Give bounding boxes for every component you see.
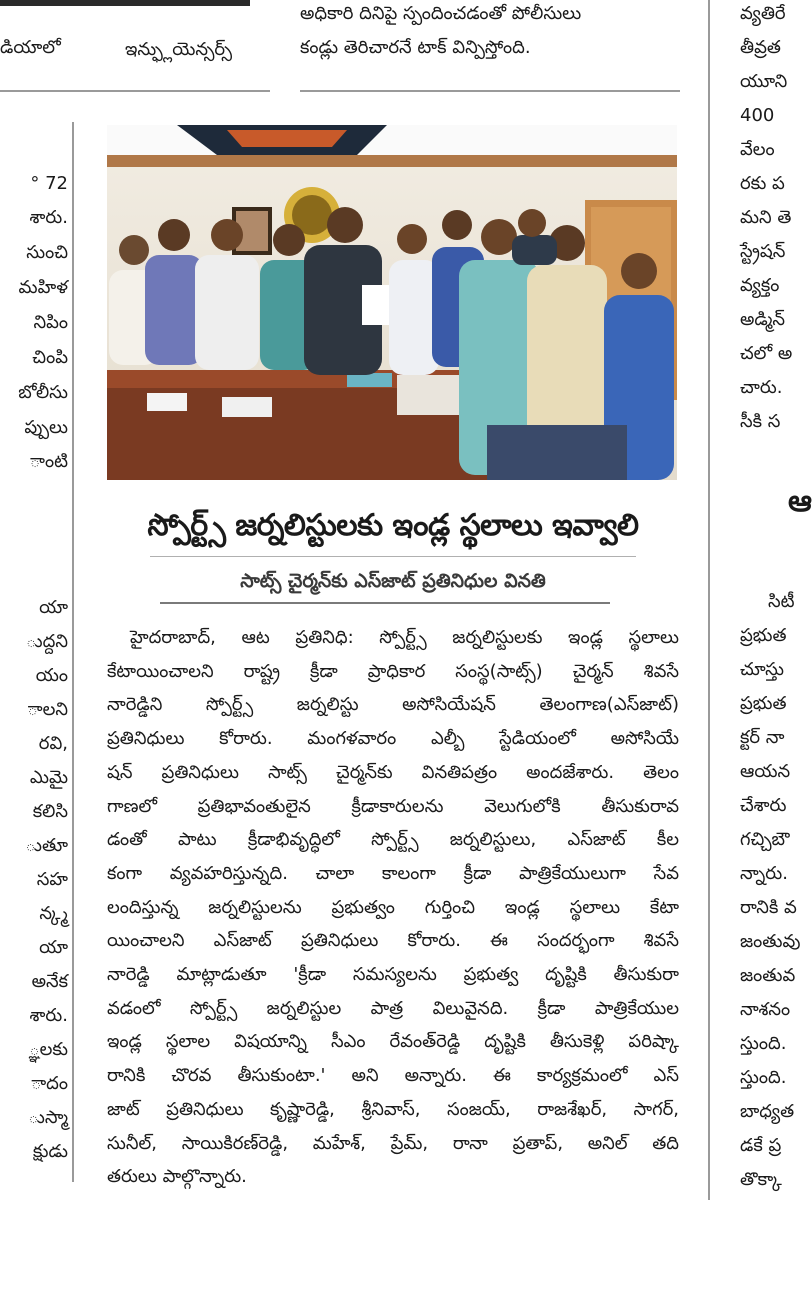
right-column-fragment: వ్యక్తం [740,275,780,296]
headline: స్పోర్ట్స్ జర్నలిస్టులకు ఇండ్ల స్థలాలు ఇవ్వాలి [147,508,639,543]
left-column-fragment: యం [35,665,68,686]
right-column-fragment: రానికి వ [740,897,797,918]
right-column-fragment: స్ట్రేషన్ [740,241,786,262]
right-column-fragment: గచ్చిబౌ [740,829,790,850]
left-column-fragment: యా [39,937,68,958]
subheadline: సాట్స్ చైర్మన్‌కు ఎస్‌జాట్ ప్రతినిధుల వినతి [240,570,546,592]
body-line: తరులు పాల్గొన్నారు. [107,1166,247,1188]
right-column-fragment: బాధ్యత [740,1101,795,1122]
right-column-fragment: డకే ప్ర [740,1135,782,1156]
left-column-fragment: అనేక [31,971,68,992]
right-column-fragment: స్తుంది. [740,1033,787,1054]
left-column-fragment: ాంటి [29,451,68,472]
right-column-fragment: ఆ [788,484,812,519]
top-rule-left [0,90,270,92]
body-line: గాణలో ప్రతిభావంతులైన క్రీడాకారులను వెలుగులోకి తీసుకురావ [107,795,679,817]
right-column-fragment: సిటీ [768,591,795,612]
body-line: ఇండ్ల స్థలాల విషయాన్ని సీఎం రేవంత్‌రెడ్డి దృష్టికి తీసుకెళ్లి పరిష్కా [107,1031,679,1053]
column-divider-right [708,0,710,1200]
body-line: యించాలని ఎస్‌జాట్ ప్రతినిధులు కోరారు. ఈ సందర్భంగా శివసే [107,930,679,952]
body-line: నారెడ్డి మాట్లాడుతూ 'క్రీడా సమస్యలను ప్రభుత్వ దృష్టికి తీసుకురా [107,964,679,985]
right-column-fragment: నాశనం [740,999,791,1020]
left-column-fragment: ఎుమై [29,767,68,788]
left-column-fragment: ాదం [31,1073,68,1094]
left-column-fragment: ° 72 [30,173,68,194]
left-column-fragment: యా [39,597,68,618]
right-column-fragment: చలో అ [740,343,793,364]
right-column-fragment: రకు ప [740,173,785,194]
left-column-fragment: మహిళ [18,277,68,298]
right-column-fragment: ప్రభుత [740,625,787,646]
body-line: నారెడ్డిని స్పోర్ట్స్ జర్నలిస్టు అసోసియేషన్ తెలంగాణ(ఎస్‌జాట్) [107,694,679,716]
left-column-fragment: సహ [36,869,68,890]
left-column-fragment: సుంచి [26,242,68,263]
left-column-fragment: కలిసి [32,801,68,822]
right-column-fragment: తొక్కా [740,1169,782,1190]
right-column-fragment: చేశారు [740,795,787,816]
right-column-fragment: స్తుంది. [740,1067,787,1088]
subheadline-underline [160,602,610,604]
right-column-fragment: ప్రభుత [740,693,787,714]
left-column-fragment: ుద్దని [26,631,68,652]
right-column-fragment: సీకి స [740,411,781,432]
headline-underline [150,556,636,557]
left-column-fragment: ్ఞలకు [29,1039,68,1060]
right-column-fragment: జంతువు [740,931,801,952]
left-column-fragment: శారు. [29,207,68,228]
right-column-fragment: ఆయన [740,761,791,782]
left-column-fragment: న్క్మ [39,903,68,924]
right-column-fragment: మని తె [740,207,792,228]
left-column-fragment: ుస్మా [28,1107,68,1128]
right-column-fragment: చూస్తు [740,659,785,680]
top-center-fragment: ఇన్ఫ్లుయెన్సర్స్ [125,39,233,60]
body-line: ప్రతినిధులు కోరారు. మంగళవారం ఎల్బీ స్టేడియంలో అసోసియే [107,728,679,750]
top-left-fragment: డియాలో [0,37,61,58]
body-line: షన్ ప్రతినిధులు సాట్స్ చైర్మన్‌కు వినతిపత్రం అందజేశారు. తెలం [107,761,679,783]
right-column-fragment: 400 [740,105,775,126]
left-column-fragment: బోలీసు [18,382,68,403]
right-column-fragment: క్టర్ నా [740,727,785,748]
body-line: సునీల్, సాయికిరణ్‌రెడ్డి, మహేశ్, ప్రేమ్, రానా ప్రతాప్, అనిల్ తది [107,1132,679,1154]
left-column-fragment: ుతూ [25,835,68,856]
article-photo [107,125,677,480]
right-column-fragment: జంతువ [740,965,796,986]
column-divider-left [72,122,74,1182]
body-line: జాట్ ప్రతినిధులు కృష్ణారెడ్డి, శ్రీనివాస్, సంజయ్, రాజశేఖర్, సాగర్, [107,1098,679,1120]
right-column-fragment: వేలం [740,139,775,160]
body-line: రానికి చొరవ తీసుకుంటా.' అని అన్నారు. ఈ కార్యక్రమంలో ఎస్ [107,1065,679,1087]
body-line: కేటాయించాలని రాష్ట్ర క్రీడా ప్రాధికార సంస్థ(సాట్స్) చైర్మన్ శివసే [107,660,679,682]
top-left-bar [0,0,250,6]
right-column-fragment: తీవ్రత [740,37,781,58]
top-right-line-1: అధికారి దినిపై స్పందించడంతో పోలీసులు [300,3,582,24]
right-column-fragment: యూని [740,71,788,92]
body-line: కంగా వ్యవహరిస్తున్నది. చాలా కాలంగా క్రీడా పాత్రికేయులుగా సేవ [107,862,679,884]
body-line: లందిస్తున్న జర్నలిస్టులను ప్రభుత్వం గుర్తించి ఇండ్ల స్థలాలు కేటా [107,896,679,918]
right-column-fragment: న్నారు. [740,863,788,884]
left-column-fragment: శారు. [29,1005,68,1026]
right-column-fragment: చారు. [740,377,783,398]
left-column-fragment: ాలని [27,699,68,720]
top-rule-center [300,90,680,92]
top-right-line-2: కండ్లు తెరిచారనే టాక్ విన్పిస్తోంది. [300,37,531,58]
left-column-fragment: రవి, [38,733,68,754]
left-column-fragment: ప్పులు [24,417,68,438]
body-line: హైదరాబాద్, ఆట ప్రతినిధి: స్పోర్ట్స్ జర్నలిస్టులకు ఇండ్ల స్థలాలు [130,627,679,648]
left-column-fragment: క్షుడు [32,1141,68,1162]
left-column-fragment: చింపి [32,347,68,368]
body-line: డంతో పాటు క్రీడాభివృద్ధిలో స్పోర్ట్స్ జర్నలిస్టులు, ఎస్‌జాట్ కీల [107,829,679,851]
right-column-fragment: అడ్మిన్ [740,309,786,330]
body-line: వడంలో స్పోర్ట్స్ జర్నలిస్టుల పాత్ర విలువైనది. క్రీడా పాత్రికేయుల [107,997,679,1019]
right-column-fragment: వ్యతిరే [740,3,786,24]
group-photo-illustration [107,125,677,480]
left-column-fragment: నిపిం [33,312,68,333]
